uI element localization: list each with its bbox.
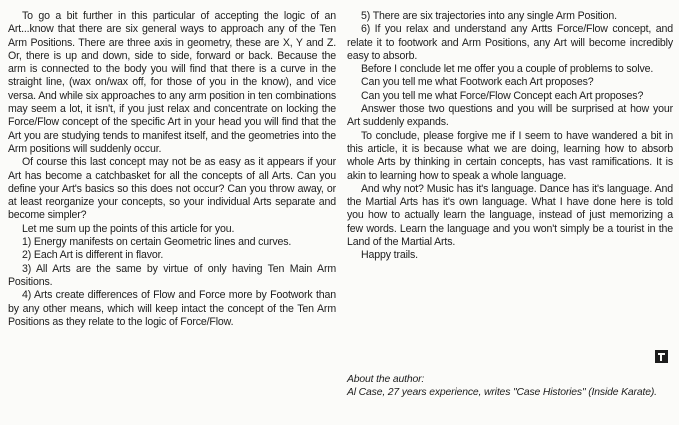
summary-point: 2) Each Art is different in flavor. bbox=[22, 249, 164, 262]
about-author-text: Al Case, 27 years experience, writes "Case Histories" (Inside Karate). bbox=[347, 386, 657, 398]
summary-point: 4) Arts create differences of Flow and Force more by Footwork than by any other means, which will keep intact the concept of the Ten Arm Positions as they relate to the logic of Force/Flow. bbox=[8, 289, 336, 328]
end-of-article-icon bbox=[655, 350, 668, 363]
summary-point: 6) If you relax and understand any Artts Force/Flow concept, and relate it to footwork and Arm Positions, any Art will become incredibly easy to absorb. bbox=[347, 23, 673, 62]
paragraph: Can you tell me what Footwork each Art proposes? bbox=[361, 76, 594, 89]
left-column bbox=[8, 10, 336, 329]
summary-point: 1) Energy manifests on certain Geometric lines and curves. bbox=[22, 236, 292, 249]
about-author-heading: About the author: bbox=[347, 374, 425, 385]
paragraph: Can you tell me what Force/Flow Concept each Art proposes? bbox=[361, 89, 644, 102]
about-author bbox=[347, 374, 677, 399]
paragraph: To conclude, please forgive me if I seem to have wandered a bit in this article, it is because what we are doing, learning how to absorb whole Arts by thinking in certain concepts, has vast ramifications. It is akin to learning how to speak a whole language. bbox=[347, 129, 673, 182]
summary-point: 5) There are six trajectories into any single Arm Position. bbox=[361, 10, 617, 22]
paragraph: Answer those two questions and you will be surprised at how your Art suddenly expands. bbox=[347, 103, 673, 129]
paragraph: Before I conclude let me offer you a couple of problems to solve. bbox=[361, 63, 654, 76]
paragraph: Of course this last concept may not be as easy as it appears if your Art has become a catchbasket for all the concepts of all Arts. Can you define your Art's basics so this does not occur? Can you throw away, or at least reorganize your concepts, so your individual Arts separate and become simpler? bbox=[8, 156, 336, 222]
paragraph: To go a bit further in this particular of accepting the logic of an Art...know that there are six general ways to approach any of the Ten Arm Positions. There are three axis in geometry, these are X, Y and Z. Or, there is up and down, side to side, forward or back. Because the arm is connected to the body you will find that there is a curve in the straight line, (wax on/wax off, for those of you in the know), and vice versa. And while six approaches to any arm position in ten combinations may seem a lot, it isn't, if you just relax and concentrate on locking the Force/Flow concept of the specific Art in your head you will find that the Art you are studying tends to manifest itself, and the geometries into the Arm positions will suddenly occur. bbox=[8, 10, 336, 155]
paragraph: Let me sum up the points of this article for you. bbox=[22, 222, 235, 235]
paragraph: And why not? Music has it's language. Dance has it's language. And the Martial Arts has it's own language. What I have done here is told you how to actually learn the language, instead of just memorizing a few words. Learn the language and you won't simply be a tourist in the Land of the Martial Arts. bbox=[347, 182, 673, 249]
sign-off: Happy trails. bbox=[361, 249, 418, 262]
summary-point: 3) All Arts are the same by virtue of only having Ten Main Arm Positions. bbox=[8, 262, 336, 288]
right-column bbox=[347, 10, 673, 263]
